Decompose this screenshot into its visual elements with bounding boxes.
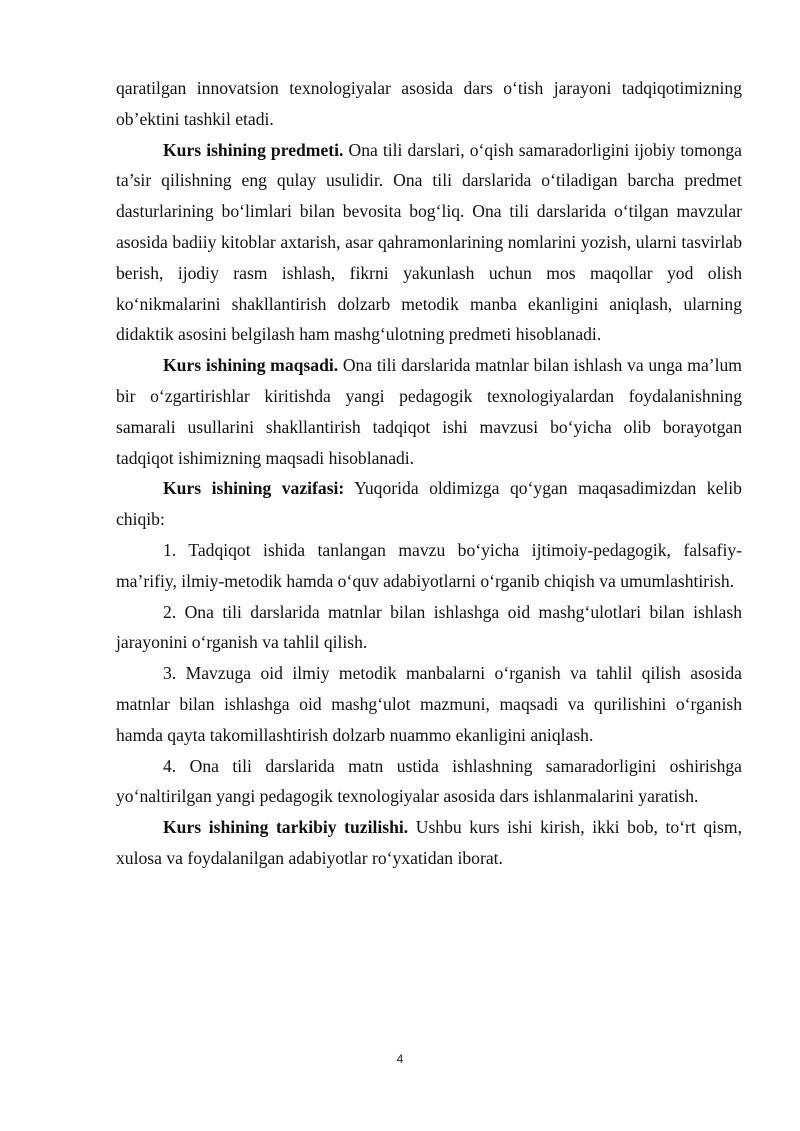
paragraph-intro-continuation — [116, 73, 742, 135]
paragraph-heading: Kurs ishining predmeti. — [163, 139, 344, 160]
list-item-text: 4. Ona tili darslarida matn ustida ishlashning samaradorligini oshirishga yo‘naltirilgan yangi pedagogik texnologiyalar asosida dars ishlanmalarini yaratish. — [116, 755, 742, 807]
paragraph-structure — [116, 812, 742, 874]
document-page — [116, 73, 742, 874]
paragraph-text: Yuqorida oldimizga qo‘ygan maqasadimizdan kelib chiqib: — [116, 478, 742, 530]
list-item-task-2 — [116, 597, 742, 659]
paragraph-text: qaratilgan innovatsion texnologiyalar asosida dars o‘tish jarayoni tadqiqotimizning ob’ektini tashkil etadi. — [116, 78, 742, 129]
page-number: 4 — [396, 1052, 404, 1066]
list-item-text: 1. Tadqiqot ishida tanlangan mavzu bo‘yicha ijtimoiy-pedagogik, falsafiy-ma’rifiy, ilmiy-metodik hamda o‘quv adabiyotlarni o‘rganib chiqish va umumlashtirish. — [116, 539, 742, 591]
list-item-text: 3. Mavzuga oid ilmiy metodik manbalarni o‘rganish va tahlil qilish asosida matnlar bilan ishlashga oid mashg‘ulot mazmuni, maqsadi va qurilishini o‘rganish hamda qayta takomillashtirish dolzarb nuammo ekanligini aniqlash. — [116, 663, 742, 745]
paragraph-subject — [116, 135, 742, 351]
list-item-text: 2. Ona tili darslarida matnlar bilan ishlashga oid mashg‘ulotlari bilan ishlash jarayonini o‘rganish va tahlil qilish. — [116, 601, 742, 653]
paragraph-heading: Kurs ishining vazifasi: — [163, 478, 345, 499]
list-item-task-3 — [116, 658, 742, 750]
paragraph-text: Ushbu kurs ishi kirish, ikki bob, to‘rt qism, xulosa va foydalanilgan adabiyotlar ro‘yxatidan iborat. — [116, 817, 742, 868]
paragraph-text: Ona tili darslari, o‘qish samaradorligini ijobiy tomonga ta’sir qilishning eng qulay usulidir. Ona tili darslarida o‘tiladigan barcha predmet dasturlarining bo‘limlari bilan bevosita bog‘liq. Ona tili darslarida o‘tilgan mavzular asosida badiiy kitoblar axtarish, asar qahramonlarining nomlarini yozish, ularni tasvirlab berish, ijodiy rasm ishlash, fikrni yakunlash uchun mos maqollar yod olish ko‘nikmalarini shakllantirish dolzarb metodik manba ekanligini aniqlash, ularning didaktik asosini belgilash ham mashg‘ulotning predmeti hisoblanadi. — [116, 139, 742, 345]
paragraph-heading: Kurs ishining tarkibiy tuzilishi. — [163, 817, 409, 838]
list-item-task-4 — [116, 751, 742, 813]
list-item-task-1 — [116, 535, 742, 597]
paragraph-text: Ona tili darslarida matnlar bilan ishlash va unga ma’lum bir o‘zgartirishlar kiritishda yangi pedagogik texnologiyalardan foydalanishning samarali usullarini shakllantirish tadqiqot ishi mavzusi bo‘yicha olib borayotgan tadqiqot ishimizning maqsadi hisoblanadi. — [116, 355, 742, 468]
paragraph-tasks — [116, 473, 742, 535]
paragraph-goal — [116, 350, 742, 473]
paragraph-heading: Kurs ishining maqsadi. — [163, 355, 339, 376]
